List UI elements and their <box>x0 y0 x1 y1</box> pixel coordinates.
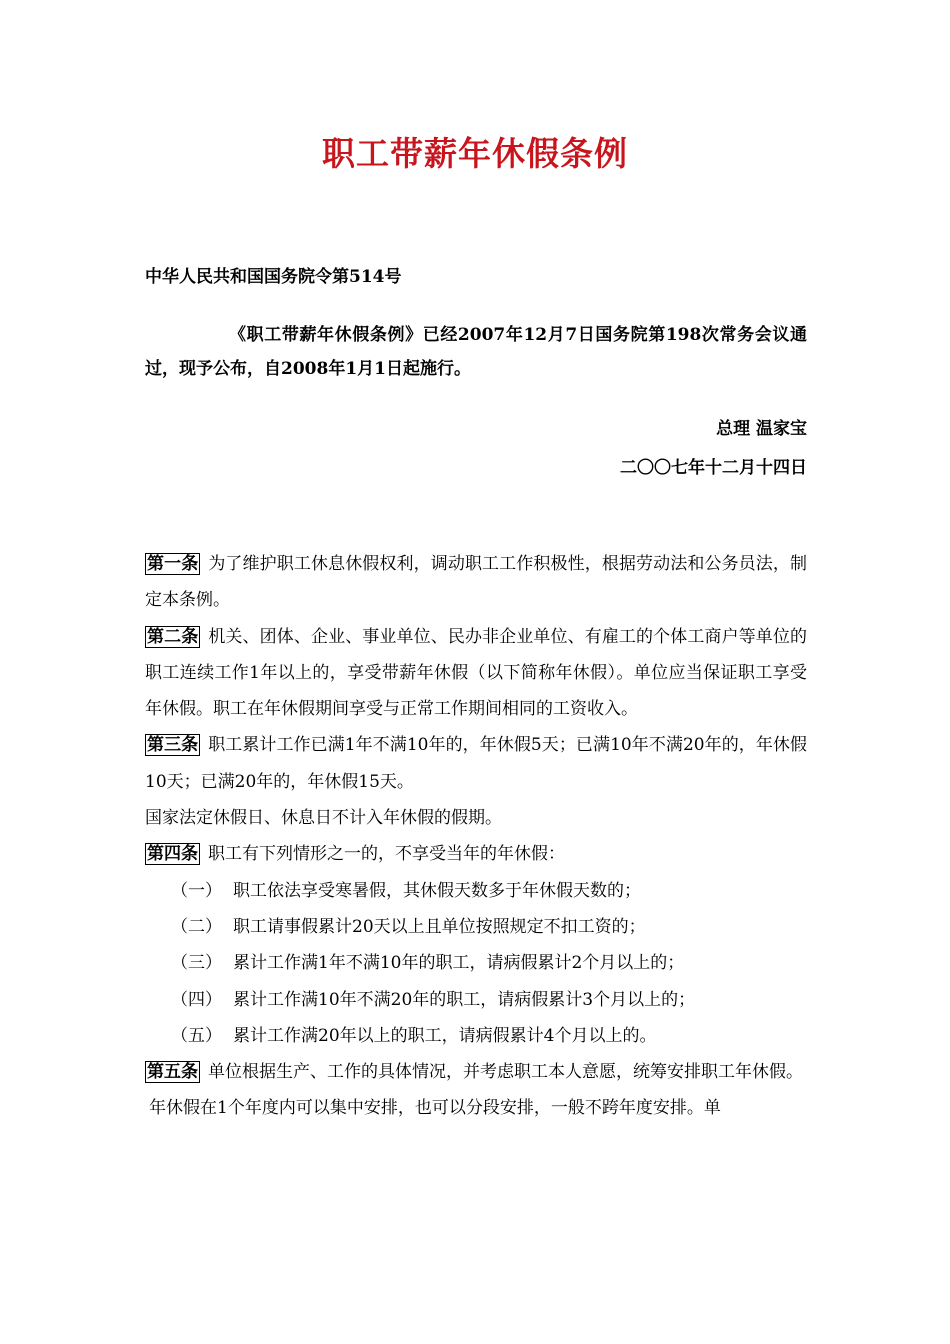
list-item-text: 累计工作满10年不满20年的职工，请病假累计3个月以上的； <box>233 989 696 1010</box>
list-item <box>145 982 807 1018</box>
article-5-text: 单位根据生产、工作的具体情况，并考虑职工本人意愿，统筹安排职工年休假。 <box>208 1062 803 1083</box>
article-3-extra: 国家法定休假日、休息日不计入年休假的假期。 <box>145 808 502 829</box>
signer: 总理 温家宝 <box>716 419 807 439</box>
list-item <box>145 1018 807 1054</box>
list-item-number: （三） <box>171 953 222 974</box>
article-3 <box>145 727 807 800</box>
article-5-label: 第五条 <box>147 1062 198 1083</box>
list-item-text: 职工依法享受寒暑假，其休假天数多于年休假天数的； <box>233 880 641 901</box>
list-item <box>145 909 807 945</box>
list-item-number: （二） <box>171 916 222 937</box>
decree-number: 中华人民共和国国务院令第514号 <box>145 267 402 287</box>
list-item-text: 累计工作满20年以上的职工，请病假累计4个月以上的。 <box>233 1025 657 1046</box>
article-2 <box>145 619 807 728</box>
article-5 <box>145 1054 807 1090</box>
article-1 <box>145 546 807 619</box>
sign-date: 二〇〇七年十二月十四日 <box>620 458 807 478</box>
article-4-text: 职工有下列情形之一的，不享受当年的年休假： <box>208 844 565 865</box>
articles-section <box>145 546 807 1127</box>
article-2-text: 机关、团体、企业、事业单位、民办非企业单位、有雇工的个体工商户等单位的职工连续工作1年以上的，享受带薪年休假（以下简称年休假）。单位应当保证职工享受年休假。职工在年休假期间享受与正常工作期间相同的工资收入。 <box>145 626 808 720</box>
article-4-label: 第四条 <box>147 844 198 865</box>
article-2-label: 第二条 <box>147 626 199 647</box>
list-item-number: （一） <box>171 880 222 901</box>
document-title: 职工带薪年休假条例 <box>322 134 628 173</box>
list-item <box>145 873 807 909</box>
list-item-number: （四） <box>171 989 222 1010</box>
list-item-text: 累计工作满1年不满10年的职工，请病假累计2个月以上的； <box>233 953 685 974</box>
decree-body: 《职工带薪年休假条例》已经2007年12月7日国务院第198次常务会议通过，现予公布，自2008年1月1日起施行。 <box>145 325 807 379</box>
list-item-text: 职工请事假累计20天以上且单位按照规定不扣工资的； <box>233 916 646 937</box>
article-1-label: 第一条 <box>147 554 199 574</box>
article-4 <box>145 836 807 872</box>
article-3-text: 职工累计工作已满1年不满10年的，年休假5天；已满10年不满20年的，年休假10天；已满20年的，年休假15天。 <box>145 735 807 792</box>
list-item-number: （五） <box>171 1025 222 1046</box>
article-3-label: 第三条 <box>147 735 199 756</box>
article-5-extra: 年休假在1个年度内可以集中安排，也可以分段安排，一般不跨年度安排。单 <box>149 1098 721 1119</box>
list-item <box>145 945 807 981</box>
article-1-text: 为了维护职工休息休假权利，调动职工工作积极性，根据劳动法和公务员法，制定本条例。 <box>145 554 808 611</box>
